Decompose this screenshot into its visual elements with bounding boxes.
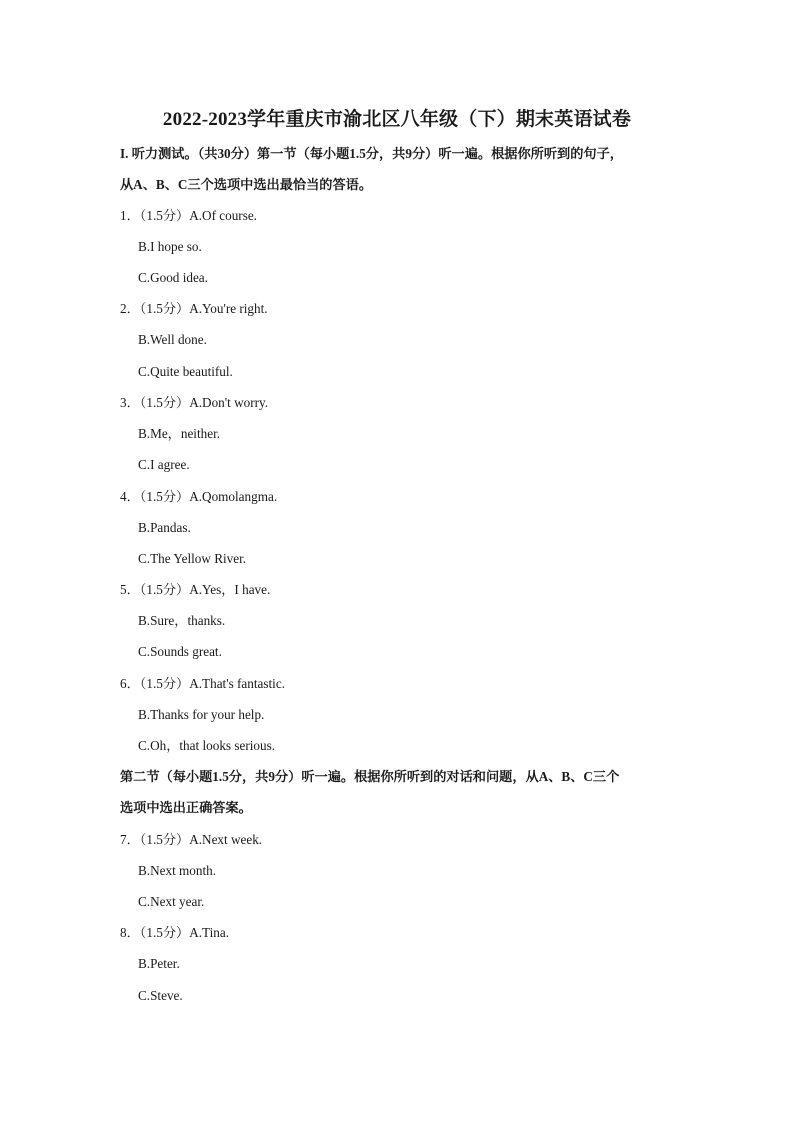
section2-intro-line-1: 第二节（每小题1.5分，共9分）听一遍。根据你所听到的对话和问题，从A、B、C三个 bbox=[120, 769, 620, 784]
question-4-option-b: B.Pandas. bbox=[138, 520, 191, 535]
question-7-option-b: B.Next month. bbox=[138, 863, 217, 878]
question-5-option-b: B.Sure，thanks. bbox=[138, 613, 226, 628]
question-4-option-c: C.The Yellow River. bbox=[138, 551, 247, 566]
question-1-option-c: C.Good idea. bbox=[138, 270, 208, 285]
question-8-option-c: C.Steve. bbox=[138, 988, 183, 1003]
question-3-option-b: B.Me，neither. bbox=[138, 426, 221, 441]
question-5-stem: 5．（1.5分）A.Yes，I have. bbox=[120, 582, 271, 597]
part1-intro-line-2: 从A、B、C三个选项中选出最恰当的答语。 bbox=[120, 177, 373, 192]
question-8-stem: 8．（1.5分）A.Tina. bbox=[120, 925, 230, 940]
question-6-option-c: C.Oh，that looks serious. bbox=[138, 738, 276, 753]
page-title: 2022-2023学年重庆市渝北区八年级（下）期末英语试卷 bbox=[162, 109, 632, 130]
question-2-option-b: B.Well done. bbox=[138, 332, 207, 347]
question-1-option-b: B.I hope so. bbox=[138, 239, 202, 254]
section2-intro-line-2: 选项中选出正确答案。 bbox=[120, 800, 252, 815]
question-6-stem: 6．（1.5分）A.That's fantastic. bbox=[120, 676, 285, 691]
question-6-option-b: B.Thanks for your help. bbox=[138, 707, 265, 722]
question-7-option-c: C.Next year. bbox=[138, 894, 205, 909]
question-3-stem: 3．（1.5分）A.Don't worry. bbox=[120, 395, 269, 410]
part1-intro-line-1: I. 听力测试。（共30分）第一节（每小题1.5分，共9分）听一遍。根据你所听到的句子， bbox=[120, 146, 623, 161]
question-2-stem: 2．（1.5分）A.You're right. bbox=[120, 301, 268, 316]
question-3-option-c: C.I agree. bbox=[138, 457, 190, 472]
question-8-option-b: B.Peter. bbox=[138, 956, 180, 971]
question-2-option-c: C.Quite beautiful. bbox=[138, 364, 233, 379]
question-4-stem: 4．（1.5分）A.Qomolangma. bbox=[120, 489, 278, 504]
question-7-stem: 7．（1.5分）A.Next week. bbox=[120, 832, 263, 847]
question-5-option-c: C.Sounds great. bbox=[138, 644, 222, 659]
question-1-stem: 1．（1.5分）A.Of course. bbox=[120, 208, 257, 223]
